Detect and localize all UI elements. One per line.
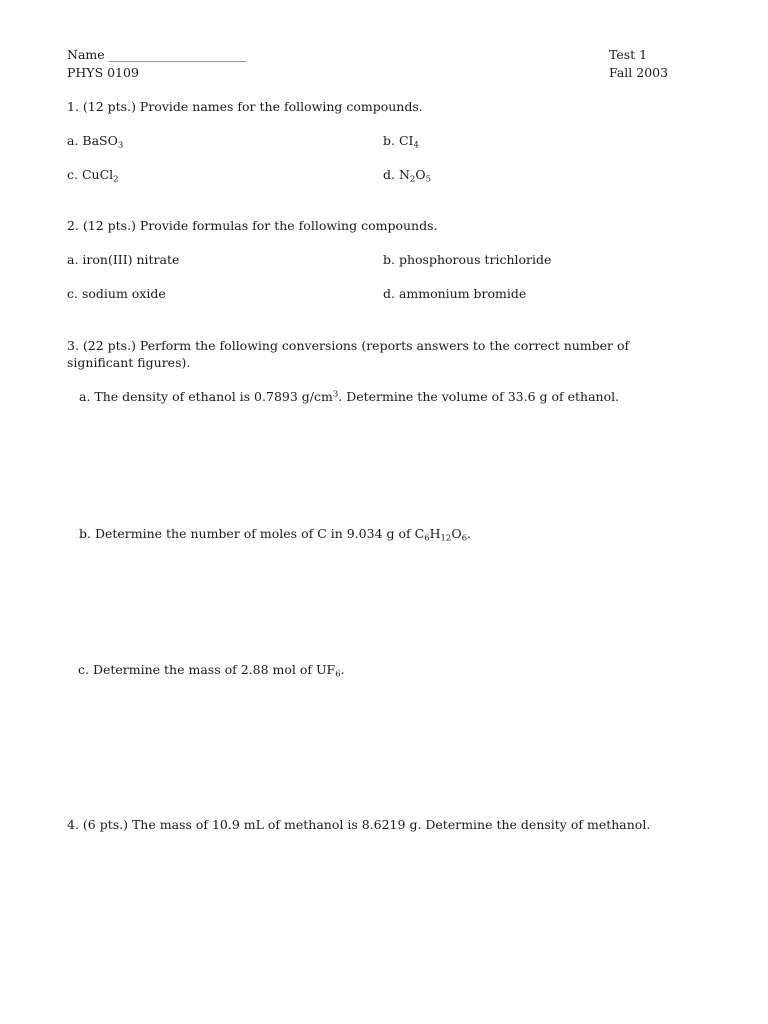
q2-item-c: c. sodium oxide bbox=[67, 286, 166, 301]
q3-item-c: c. Determine the mass of 2.88 mol of $UF_6$. bbox=[78, 662, 345, 680]
q1-item-a bbox=[67, 133, 123, 150]
q2-item-b: b. phosphorous trichloride bbox=[383, 252, 552, 267]
name-label: Name bbox=[67, 47, 105, 62]
q1-item-c bbox=[67, 167, 119, 184]
q1-b-formula: $CI_4$ bbox=[398, 133, 419, 151]
name-line bbox=[67, 47, 246, 64]
q1-d-label: d. bbox=[383, 167, 395, 182]
q2-item-a: a. iron(III) nitrate bbox=[67, 252, 180, 267]
course-code: PHYS 0109 bbox=[67, 65, 139, 80]
q3-prompt: 3. (22 pts.) Perform the following conversions (reports answers to the correct number of significant figures). bbox=[67, 338, 630, 370]
q2-prompt: 2. (12 pts.) Provide formulas for the following compounds. bbox=[67, 218, 438, 233]
q3-item-b: b. Determine the number of moles of C in 9.034 g of $C_6H_{12}O_6$. bbox=[79, 526, 471, 544]
q1-item-b bbox=[383, 133, 419, 150]
test-number: Test 1 bbox=[609, 47, 648, 62]
q1-d-formula: $N_2O_5$ bbox=[398, 167, 431, 185]
term: Fall 2003 bbox=[609, 65, 669, 80]
q1-c-label: c. bbox=[67, 167, 78, 182]
q4-prompt: 4. (6 pts.) The mass of 10.9 mL of methanol is 8.6219 g. Determine the density of methanol. bbox=[67, 817, 651, 832]
q1-b-label: b. bbox=[383, 133, 395, 148]
q1-prompt: 1. (12 pts.) Provide names for the following compounds. bbox=[67, 99, 423, 114]
q1-c-formula: CuCl$_2$ bbox=[81, 167, 119, 185]
q1-a-label: a. bbox=[67, 133, 79, 148]
q1-item-d bbox=[383, 167, 431, 184]
name-blank[interactable]: ______________________ bbox=[108, 47, 247, 62]
q1-a-formula: BaSO$_3$ bbox=[82, 133, 124, 151]
q3-item-a: a. The density of ethanol is 0.7893 $g/cm^3$. Determine the volume of 33.6 g of ethanol. bbox=[79, 389, 620, 404]
q2-item-d: d. ammonium bromide bbox=[383, 286, 527, 301]
